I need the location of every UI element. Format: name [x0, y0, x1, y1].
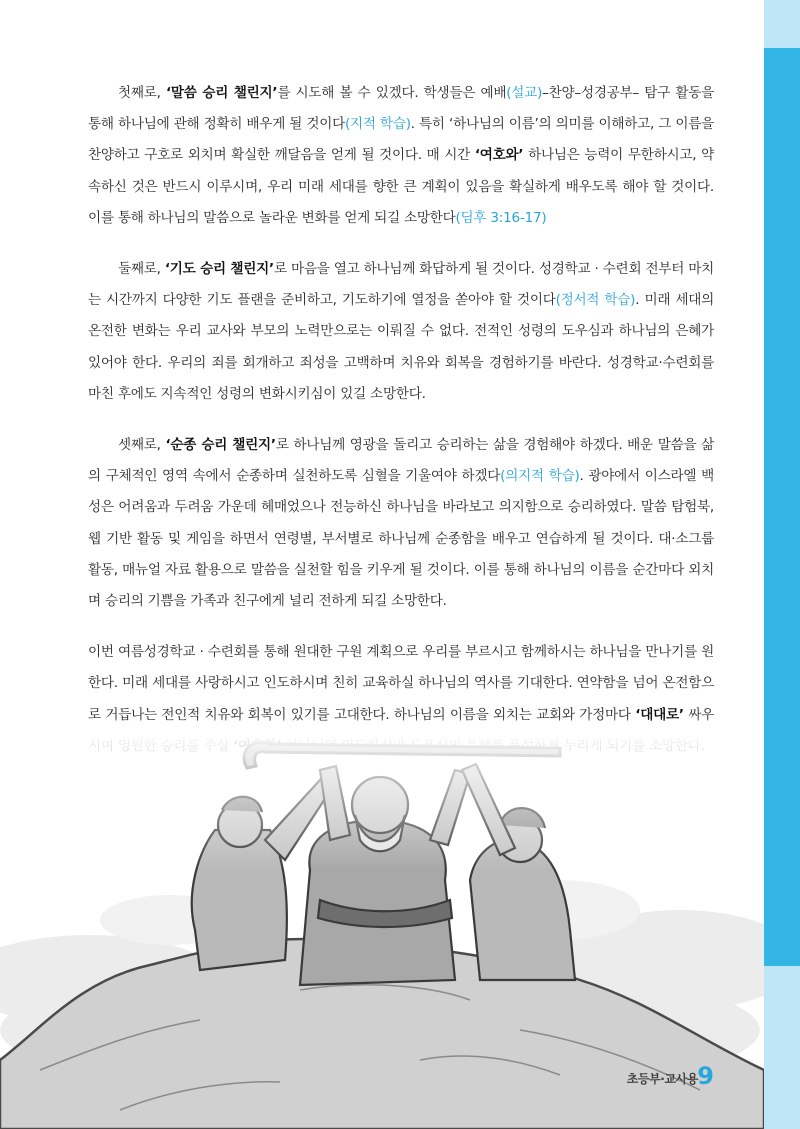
page-footer: [590, 1062, 760, 1092]
accent-reference: (지적 학습): [344, 116, 411, 133]
text-span: 로 마음을 열고 하나님께 화답하게 될 것이다. 성경학교 · 수련회 전부터 마치는 시간까지 다양한 기도 플랜을 준비하고, 기도하기에 열정을 쏟아야 할 것이다: [88, 261, 714, 309]
bold-phrase: ‘여호와’: [474, 147, 524, 164]
text-span: . 광야에서 이스라엘 백성은 어려움과 두려움 가운데 헤매었으나 전능하신 하나님을 바라보고 의지함으로 승리하였다. 말씀 탐험북, 웹 기반 활동 및 게임을 하면서 연령별, 부서별로 하나님께 순종함을 배우고 연습하게 될 것이다. 대·소그룹 활동, 매뉴얼 자료 활용으로 말씀을 실천할 힘을 키우게 될 것이다. 이를 통해 하나님의 이름을 순간마다 외치며 승리의 기쁨을 가족과 친구에게 널리 전하게 되길 소망한다.: [88, 468, 714, 610]
sidebar-accent-band: [764, 48, 800, 966]
paragraph-obedience-challenge: [88, 430, 714, 617]
page-number: 9: [697, 1062, 714, 1090]
footer-label: 초등부·교사용: [626, 1072, 698, 1086]
paragraph-word-challenge: [88, 78, 714, 234]
text-span: . 미래 세대의 온전한 변화는 우리 교사와 부모의 노력만으로는 이뤄질 수 없다. 전적인 성령의 도우심과 하나님의 은혜가 있어야 한다. 우리의 죄를 회개하고 죄성을 고백하며 치유와 회복을 경험하기를 바란다. 성경학교·수련회를 마친 후에도 지속적인 성령의 변화시키심이 있길 소망한다.: [88, 292, 714, 402]
text-span: 첫째로,: [118, 85, 166, 101]
bold-phrase: ‘말씀 승리 챌린지’: [165, 85, 278, 101]
text-span: 로 하나님께 영광을 돌리고 승리하는 삶을 경험해야 하겠다. 배운 말씀을 삶의 구체적인 영역 속에서 순종하며 실천하도록 심혈을 기울여야 하겠다: [88, 437, 714, 485]
text-span: 이번 여름성경학교 · 수련회를 통해 원대한 구원 계획으로 우리를 부르시고 함께하시는 하나님을 만나기를 원한다. 미래 세대를 사랑하시고 인도하시며 친히 교육하실 하나님의 역사를 기대한다. 연약함을 넘어 온전함으로 거듭나는 전인적 치유와 회복이 있기를 고대한다. 하나님의 이름을 외치는 교회와 가정마다: [88, 644, 714, 723]
accent-reference: (의지적 학습): [500, 468, 580, 485]
bold-phrase: ‘기도 승리 챌린지’: [164, 261, 274, 278]
text-span: 싸우: [688, 706, 715, 723]
accent-reference: (설교): [506, 85, 543, 101]
bold-phrase: ‘대대로’: [635, 706, 684, 723]
text-span: 셋째로,: [118, 437, 166, 454]
body-text: [88, 78, 714, 762]
bold-phrase: ‘순종 승리 챌린지’: [165, 437, 276, 454]
text-span: –찬양–성경공부– 탐구 활동을 통해 하나님에 관해 정확히 배우게 될 것이다: [88, 85, 714, 133]
text-span: 둘째로,: [118, 261, 165, 278]
accent-reference: (딤후 3:16-17): [455, 209, 547, 226]
accent-reference: (정서적 학습): [555, 292, 636, 309]
text-span: . 특히 ‘하나님의 이름’의 의미를 이해하고, 그 이름을 찬양하고 구호로 외치며 확실한 깨달음을 얻게 될 것이다. 매 시간: [88, 116, 714, 164]
text-span: 하나님은 능력이 무한하시고, 약속하신 것은 반드시 이루시며, 우리 미래 세대를 향한 큰 계획이 있음을 확실하게 배우도록 해야 할 것이다. 이를 통해 하나님의 말씀으로 놀라운 변화를 얻게 되길 소망한다: [88, 147, 714, 226]
paragraph-prayer-challenge: [88, 254, 714, 410]
text-span: 를 시도해 볼 수 있겠다. 학생들은 예배: [277, 85, 507, 101]
